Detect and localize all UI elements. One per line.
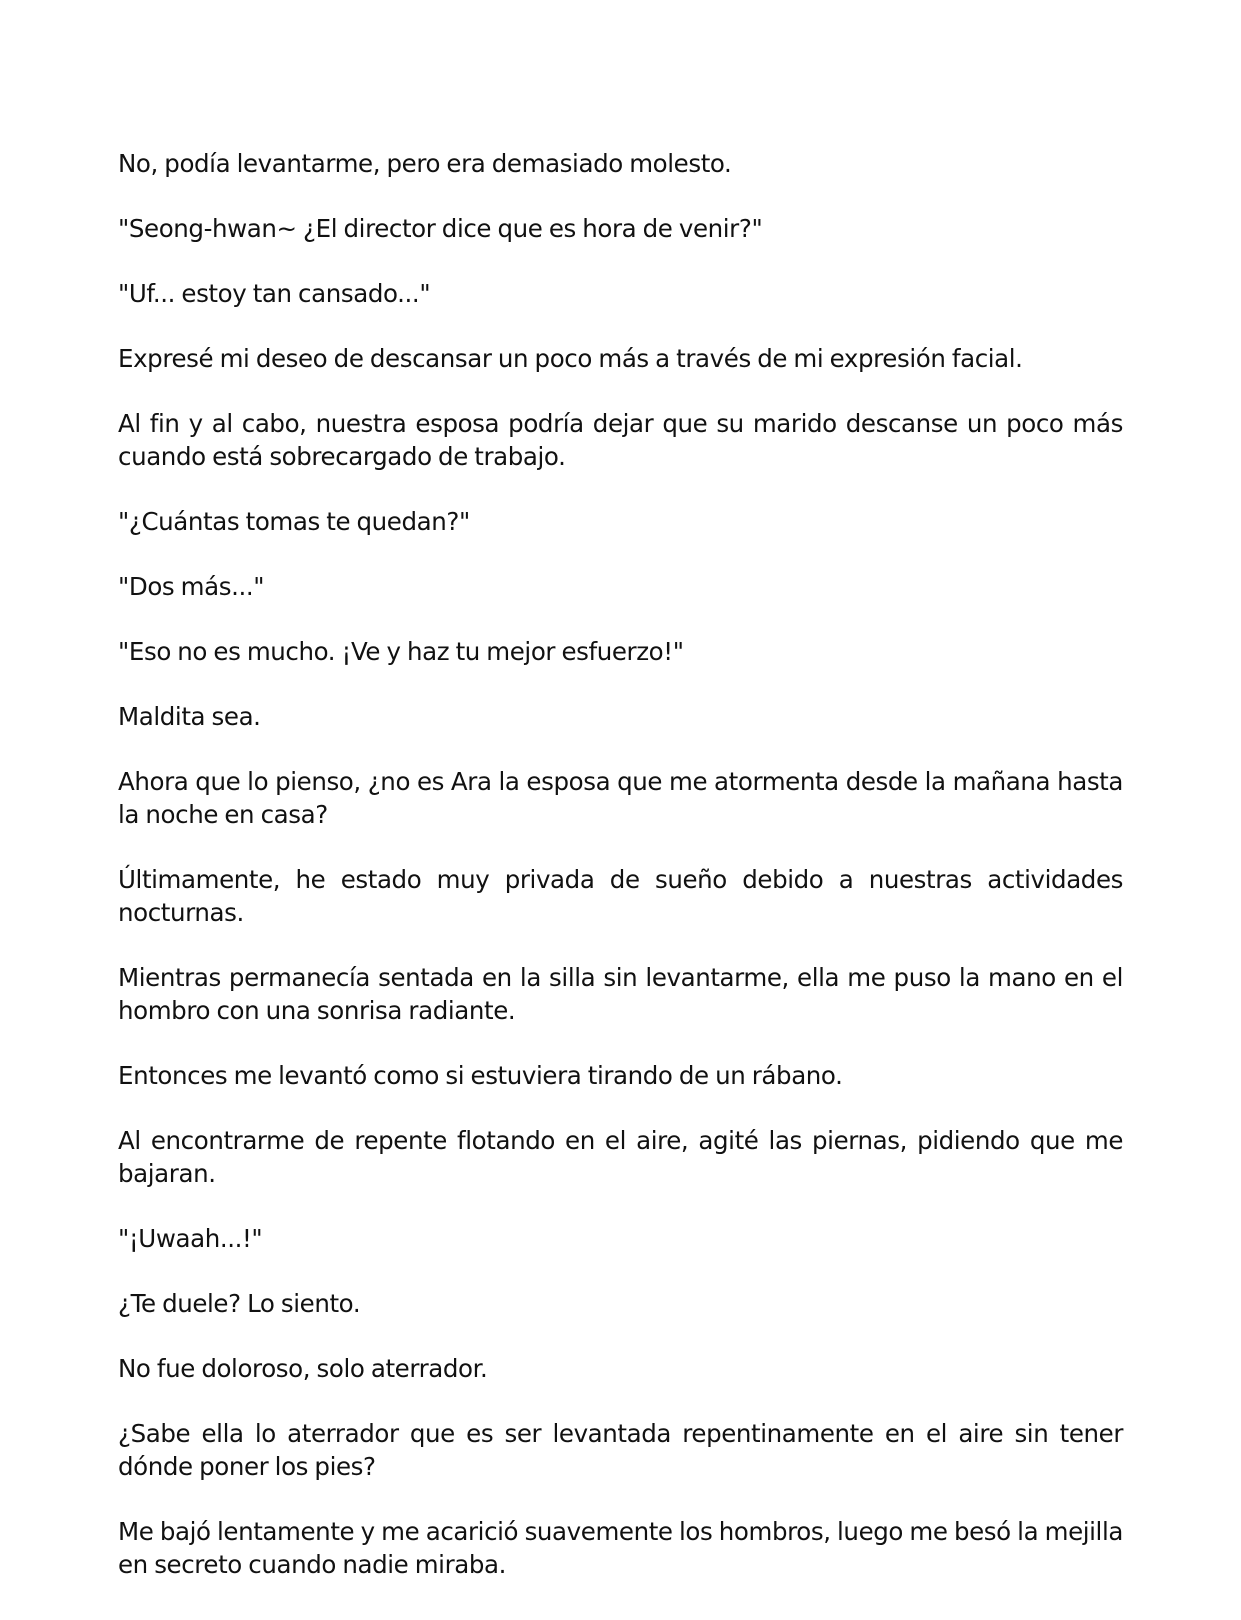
paragraph: "¡Uwaah...!" xyxy=(118,1224,263,1253)
paragraph: Al encontrarme de repente flotando en el aire, agité las piernas, pidiendo que me bajaran. xyxy=(118,1126,1123,1188)
paragraph: "Eso no es mucho. ¡Ve y haz tu mejor esfuerzo!" xyxy=(118,637,684,666)
paragraph: Mientras permanecía sentada en la silla sin levantarme, ella me puso la mano en el hombro con una sonrisa radiante. xyxy=(118,963,1123,1025)
paragraph: "Uf... estoy tan cansado..." xyxy=(118,279,431,308)
paragraph: "Seong-hwan~ ¿El director dice que es hora de venir?" xyxy=(118,214,763,243)
paragraph: Maldita sea. xyxy=(118,702,261,731)
paragraph: ¿Te duele? Lo siento. xyxy=(118,1289,361,1318)
paragraph: ¿Sabe ella lo aterrador que es ser levantada repentinamente en el aire sin tener dónde poner los pies? xyxy=(118,1419,1123,1481)
paragraph: "¿Cuántas tomas te quedan?" xyxy=(118,507,470,536)
paragraph: "Dos más..." xyxy=(118,572,265,601)
paragraph: Entonces me levantó como si estuviera tirando de un rábano. xyxy=(118,1061,843,1090)
paragraph: Expresé mi deseo de descansar un poco más a través de mi expresión facial. xyxy=(118,344,1023,373)
paragraph: No, podía levantarme, pero era demasiado molesto. xyxy=(118,149,732,178)
paragraph: No fue doloroso, solo aterrador. xyxy=(118,1354,488,1383)
paragraph: Me bajó lentamente y me acarició suavemente los hombros, luego me besó la mejilla en secreto cuando nadie miraba. xyxy=(118,1517,1123,1579)
paragraph: Ahora que lo pienso, ¿no es Ara la esposa que me atormenta desde la mañana hasta la noche en casa? xyxy=(118,767,1123,829)
document-body xyxy=(118,147,1123,1613)
paragraph: Al fin y al cabo, nuestra esposa podría dejar que su marido descanse un poco más cuando está sobrecargado de trabajo. xyxy=(118,409,1123,471)
paragraph: Últimamente, he estado muy privada de sueño debido a nuestras actividades nocturnas. xyxy=(118,865,1123,927)
